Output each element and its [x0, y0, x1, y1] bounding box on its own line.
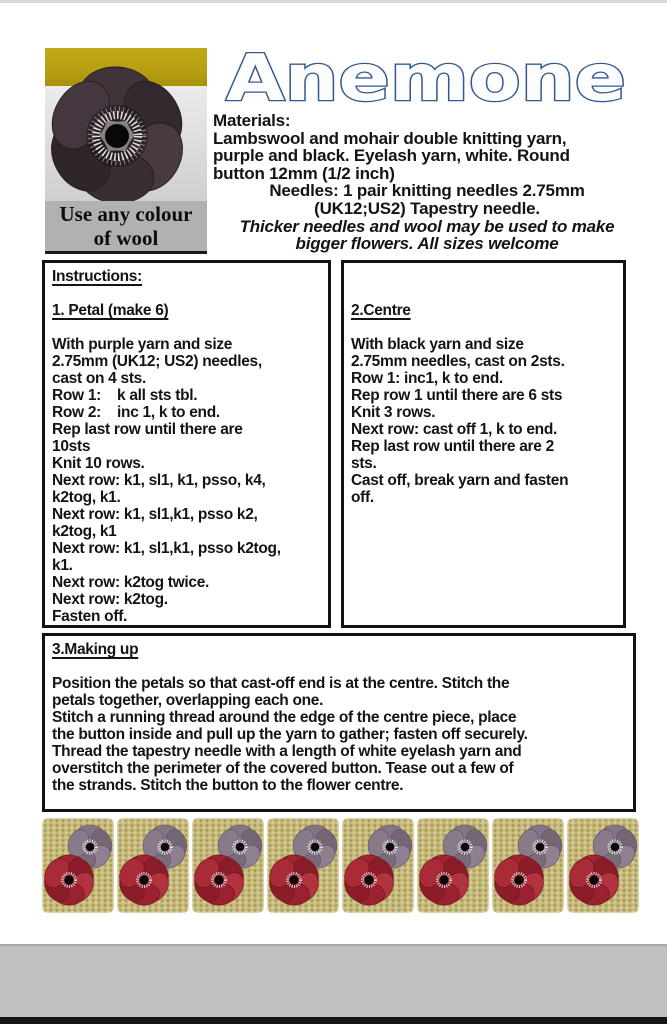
instruction-line: the strands. Stitch the button to the flower centre.	[52, 777, 404, 794]
instruction-line: Row 1: k all sts tbl.	[52, 387, 198, 404]
instruction-line: 2.75mm needles, cast on 2sts.	[351, 353, 565, 370]
flower-strip-tile	[267, 818, 339, 913]
making-up-lines	[52, 675, 626, 794]
materials-line: (UK12;US2) Tapestry needle.	[314, 198, 540, 218]
making-up-heading: 3.Making up	[52, 641, 139, 658]
instruction-line: k1.	[52, 557, 73, 574]
instruction-line: Row 2: inc 1, k to end.	[52, 404, 220, 421]
petal-subheading: 1. Petal (make 6)	[52, 302, 169, 319]
top-hairline	[0, 0, 667, 3]
materials-line: purple and black. Eyelash yarn, white. Round	[213, 146, 570, 166]
photo-caption	[45, 201, 207, 254]
instruction-line: Row 1: inc1, k to end.	[351, 370, 503, 387]
instruction-line: off.	[351, 489, 374, 506]
materials-body-lines	[213, 130, 641, 183]
flower-strip-tile	[42, 818, 114, 913]
flower-strip-tile	[492, 818, 564, 913]
centre-instruction-lines	[351, 336, 616, 506]
instruction-line: Rep last row until there are	[52, 421, 243, 438]
bottom-black-edge	[0, 1017, 667, 1024]
instruction-line: Next row: k2tog.	[52, 591, 168, 608]
flower-strip-tile	[567, 818, 639, 913]
materials-note-line: bigger flowers. All sizes welcome	[295, 234, 559, 254]
flower-strip	[42, 818, 641, 913]
knitted-flower-illustration	[45, 48, 207, 201]
instruction-line: Next row: k1, sl1, k1, psso, k4,	[52, 472, 266, 489]
flower-strip-tile	[417, 818, 489, 913]
instruction-line: the button inside and pull up the yarn to gather; fasten off securely.	[52, 726, 528, 743]
instruction-line: Next row: k1, sl1,k1, psso k2tog,	[52, 540, 281, 557]
instruction-line: Next row: k2tog twice.	[52, 574, 210, 591]
materials-line: Lambswool and mohair double knitting yarn,	[213, 128, 567, 148]
materials-note-line: Thicker needles and wool may be used to make	[239, 216, 615, 236]
instruction-line: Cast off, break yarn and fasten	[351, 472, 569, 489]
instruction-line: 10sts	[52, 438, 91, 455]
materials-line: Needles: 1 pair knitting needles 2.75mm	[269, 181, 585, 201]
page-title	[210, 38, 642, 112]
making-up-box	[42, 633, 636, 812]
instruction-line: Next row: cast off 1, k to end.	[351, 421, 558, 438]
centre-box	[341, 260, 626, 628]
flower-strip-tile	[192, 818, 264, 913]
instruction-line: overstitch the perimeter of the covered button. Tease out a few of	[52, 760, 514, 777]
centre-heading: 2.Centre	[351, 302, 411, 319]
instruction-line: Knit 3 rows.	[351, 404, 436, 421]
flower-photo	[45, 48, 207, 201]
instruction-line: k2tog, k1.	[52, 489, 121, 506]
materials-line: button 12mm (1/2 inch)	[213, 163, 395, 183]
instruction-line: Next row: k1, sl1,k1, psso k2,	[52, 506, 258, 523]
instruction-line: cast on 4 sts.	[52, 370, 147, 387]
instructions-heading: Instructions:	[52, 268, 142, 285]
instruction-line: Thread the tapestry needle with a length of white eyelash yarn and	[52, 743, 522, 760]
photo-caption-line: of wool	[93, 226, 159, 250]
instruction-line: petals together, overlapping each one.	[52, 692, 324, 709]
materials-section	[213, 112, 641, 253]
bottom-gray-bar	[0, 944, 667, 1017]
materials-note-lines	[213, 218, 641, 253]
photo-caption-line: Use any colour	[59, 202, 193, 226]
instruction-line: Rep last row until there are 2	[351, 438, 554, 455]
instruction-line: Rep row 1 until there are 6 sts	[351, 387, 563, 404]
instruction-line: Position the petals so that cast-off end is at the centre. Stitch the	[52, 675, 510, 692]
instruction-line: k2tog, k1	[52, 523, 117, 540]
instruction-line: Knit 10 rows.	[52, 455, 145, 472]
instruction-line: Stitch a running thread around the edge of the centre piece, place	[52, 709, 517, 726]
flower-strip-tile	[342, 818, 414, 913]
materials-needles-lines	[213, 182, 641, 217]
instruction-line: With purple yarn and size	[52, 336, 233, 353]
instruction-line: sts.	[351, 455, 377, 472]
petal-instruction-lines	[52, 336, 321, 625]
instruction-line: Fasten off.	[52, 608, 128, 625]
instructions-petal-box	[42, 260, 331, 628]
title-text: Anemone	[226, 42, 626, 112]
instruction-line: 2.75mm (UK12; US2) needles,	[52, 353, 262, 370]
instruction-line: With black yarn and size	[351, 336, 524, 353]
materials-heading: Materials:	[213, 111, 291, 130]
flower-strip-tile	[117, 818, 189, 913]
